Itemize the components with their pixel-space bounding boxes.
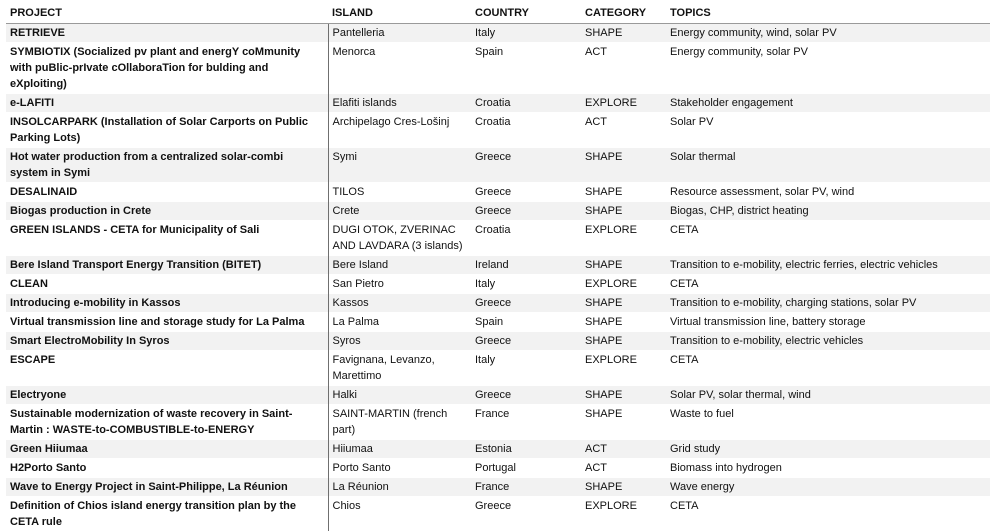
- cell-country: Italy: [471, 24, 581, 43]
- cell-country: Estonia: [471, 440, 581, 459]
- table-row: [6, 497, 990, 531]
- projects-table: [6, 2, 990, 531]
- cell-topics: Wave energy: [666, 478, 990, 497]
- cell-island: Archipelago Cres-Lošinj: [328, 113, 471, 148]
- table-row: [6, 94, 990, 113]
- cell-project: Electryone: [6, 386, 328, 405]
- cell-country: Greece: [471, 148, 581, 183]
- cell-country: Greece: [471, 332, 581, 351]
- cell-island: La Réunion: [328, 478, 471, 497]
- table-row: [6, 113, 990, 148]
- cell-category: SHAPE: [581, 405, 666, 440]
- cell-category: SHAPE: [581, 478, 666, 497]
- cell-project: Virtual transmission line and storage study for La Palma: [6, 313, 328, 332]
- cell-island: San Pietro: [328, 275, 471, 294]
- table-row: [6, 386, 990, 405]
- cell-topics: Stakeholder engagement: [666, 94, 990, 113]
- table-row: [6, 275, 990, 294]
- cell-category: EXPLORE: [581, 94, 666, 113]
- table-row: [6, 459, 990, 478]
- table-row: [6, 405, 990, 440]
- header-category: CATEGORY: [581, 2, 666, 24]
- cell-category: SHAPE: [581, 183, 666, 202]
- cell-category: EXPLORE: [581, 351, 666, 386]
- table-row: [6, 202, 990, 221]
- cell-island: Elafiti islands: [328, 94, 471, 113]
- cell-island: Symi: [328, 148, 471, 183]
- cell-project: Biogas production in Crete: [6, 202, 328, 221]
- cell-country: Croatia: [471, 221, 581, 256]
- cell-category: EXPLORE: [581, 275, 666, 294]
- header-island: ISLAND: [328, 2, 471, 24]
- cell-topics: Transition to e-mobility, charging stations, solar PV: [666, 294, 990, 313]
- cell-category: EXPLORE: [581, 497, 666, 531]
- cell-country: Spain: [471, 43, 581, 94]
- cell-topics: Waste to fuel: [666, 405, 990, 440]
- cell-island: Syros: [328, 332, 471, 351]
- cell-category: ACT: [581, 113, 666, 148]
- cell-country: Greece: [471, 497, 581, 531]
- cell-project: GREEN ISLANDS - CETA for Municipality of Sali: [6, 221, 328, 256]
- cell-project: H2Porto Santo: [6, 459, 328, 478]
- cell-island: Menorca: [328, 43, 471, 94]
- table-row: [6, 183, 990, 202]
- cell-project: Smart ElectroMobility In Syros: [6, 332, 328, 351]
- cell-island: La Palma: [328, 313, 471, 332]
- cell-project: Sustainable modernization of waste recovery in Saint-Martin : WASTE-to-COMBUSTIBLE-to-ENERGY: [6, 405, 328, 440]
- cell-topics: CETA: [666, 351, 990, 386]
- cell-project: Definition of Chios island energy transition plan by the CETA rule: [6, 497, 328, 531]
- cell-island: Bere Island: [328, 256, 471, 275]
- header-country: COUNTRY: [471, 2, 581, 24]
- cell-country: France: [471, 405, 581, 440]
- table-row: [6, 43, 990, 94]
- cell-country: Greece: [471, 183, 581, 202]
- table-row: [6, 351, 990, 386]
- cell-project: Hot water production from a centralized solar-combi system in Symi: [6, 148, 328, 183]
- cell-topics: Biogas, CHP, district heating: [666, 202, 990, 221]
- cell-island: Crete: [328, 202, 471, 221]
- cell-topics: Solar PV, solar thermal, wind: [666, 386, 990, 405]
- cell-island: Hiiumaa: [328, 440, 471, 459]
- cell-category: SHAPE: [581, 313, 666, 332]
- cell-country: Croatia: [471, 94, 581, 113]
- cell-project: Introducing e-mobility in Kassos: [6, 294, 328, 313]
- cell-project: Green Hiiumaa: [6, 440, 328, 459]
- cell-topics: Transition to e-mobility, electric ferries, electric vehicles: [666, 256, 990, 275]
- cell-country: France: [471, 478, 581, 497]
- cell-category: SHAPE: [581, 24, 666, 43]
- cell-category: ACT: [581, 459, 666, 478]
- cell-category: SHAPE: [581, 202, 666, 221]
- cell-topics: CETA: [666, 497, 990, 531]
- cell-topics: Virtual transmission line, battery storage: [666, 313, 990, 332]
- cell-topics: Solar thermal: [666, 148, 990, 183]
- cell-topics: Resource assessment, solar PV, wind: [666, 183, 990, 202]
- cell-project: Wave to Energy Project in Saint-Philippe, La Réunion: [6, 478, 328, 497]
- cell-category: SHAPE: [581, 256, 666, 275]
- table-body: [6, 24, 990, 531]
- cell-island: Halki: [328, 386, 471, 405]
- cell-country: Ireland: [471, 256, 581, 275]
- cell-island: Kassos: [328, 294, 471, 313]
- cell-country: Greece: [471, 294, 581, 313]
- cell-project: e-LAFITI: [6, 94, 328, 113]
- cell-project: DESALINAID: [6, 183, 328, 202]
- cell-category: SHAPE: [581, 332, 666, 351]
- cell-island: DUGI OTOK, ZVERINAC AND LAVDARA (3 islands): [328, 221, 471, 256]
- cell-topics: Grid study: [666, 440, 990, 459]
- cell-island: Favignana, Levanzo, Marettimo: [328, 351, 471, 386]
- cell-category: ACT: [581, 43, 666, 94]
- cell-project: Bere Island Transport Energy Transition (BITET): [6, 256, 328, 275]
- cell-category: SHAPE: [581, 386, 666, 405]
- cell-topics: Solar PV: [666, 113, 990, 148]
- cell-country: Croatia: [471, 113, 581, 148]
- cell-island: Pantelleria: [328, 24, 471, 43]
- cell-country: Portugal: [471, 459, 581, 478]
- cell-category: EXPLORE: [581, 221, 666, 256]
- table-row: [6, 221, 990, 256]
- table-row: [6, 332, 990, 351]
- header-project: PROJECT: [6, 2, 328, 24]
- cell-country: Greece: [471, 386, 581, 405]
- table-row: [6, 313, 990, 332]
- cell-island: Porto Santo: [328, 459, 471, 478]
- cell-island: SAINT-MARTIN (french part): [328, 405, 471, 440]
- cell-country: Spain: [471, 313, 581, 332]
- cell-category: SHAPE: [581, 294, 666, 313]
- cell-project: CLEAN: [6, 275, 328, 294]
- cell-island: TILOS: [328, 183, 471, 202]
- cell-island: Chios: [328, 497, 471, 531]
- cell-topics: CETA: [666, 275, 990, 294]
- table-row: [6, 148, 990, 183]
- cell-topics: Energy community, solar PV: [666, 43, 990, 94]
- cell-topics: Energy community, wind, solar PV: [666, 24, 990, 43]
- table-row: [6, 478, 990, 497]
- cell-topics: Transition to e-mobility, electric vehicles: [666, 332, 990, 351]
- cell-project: SYMBIOTIX (Socialized pv plant and energY coMmunity with puBlic-prIvate cOllaboraTion for bulding and eXploiting): [6, 43, 328, 94]
- table-row: [6, 294, 990, 313]
- cell-country: Italy: [471, 351, 581, 386]
- cell-project: ESCAPE: [6, 351, 328, 386]
- table-row: [6, 440, 990, 459]
- cell-category: ACT: [581, 440, 666, 459]
- cell-topics: Biomass into hydrogen: [666, 459, 990, 478]
- header-topics: TOPICS: [666, 2, 990, 24]
- cell-project: INSOLCARPARK (Installation of Solar Carports on Public Parking Lots): [6, 113, 328, 148]
- cell-topics: CETA: [666, 221, 990, 256]
- cell-country: Greece: [471, 202, 581, 221]
- cell-country: Italy: [471, 275, 581, 294]
- cell-project: RETRIEVE: [6, 24, 328, 43]
- table-row: [6, 24, 990, 43]
- table-header-row: [6, 2, 990, 24]
- cell-category: SHAPE: [581, 148, 666, 183]
- table-row: [6, 256, 990, 275]
